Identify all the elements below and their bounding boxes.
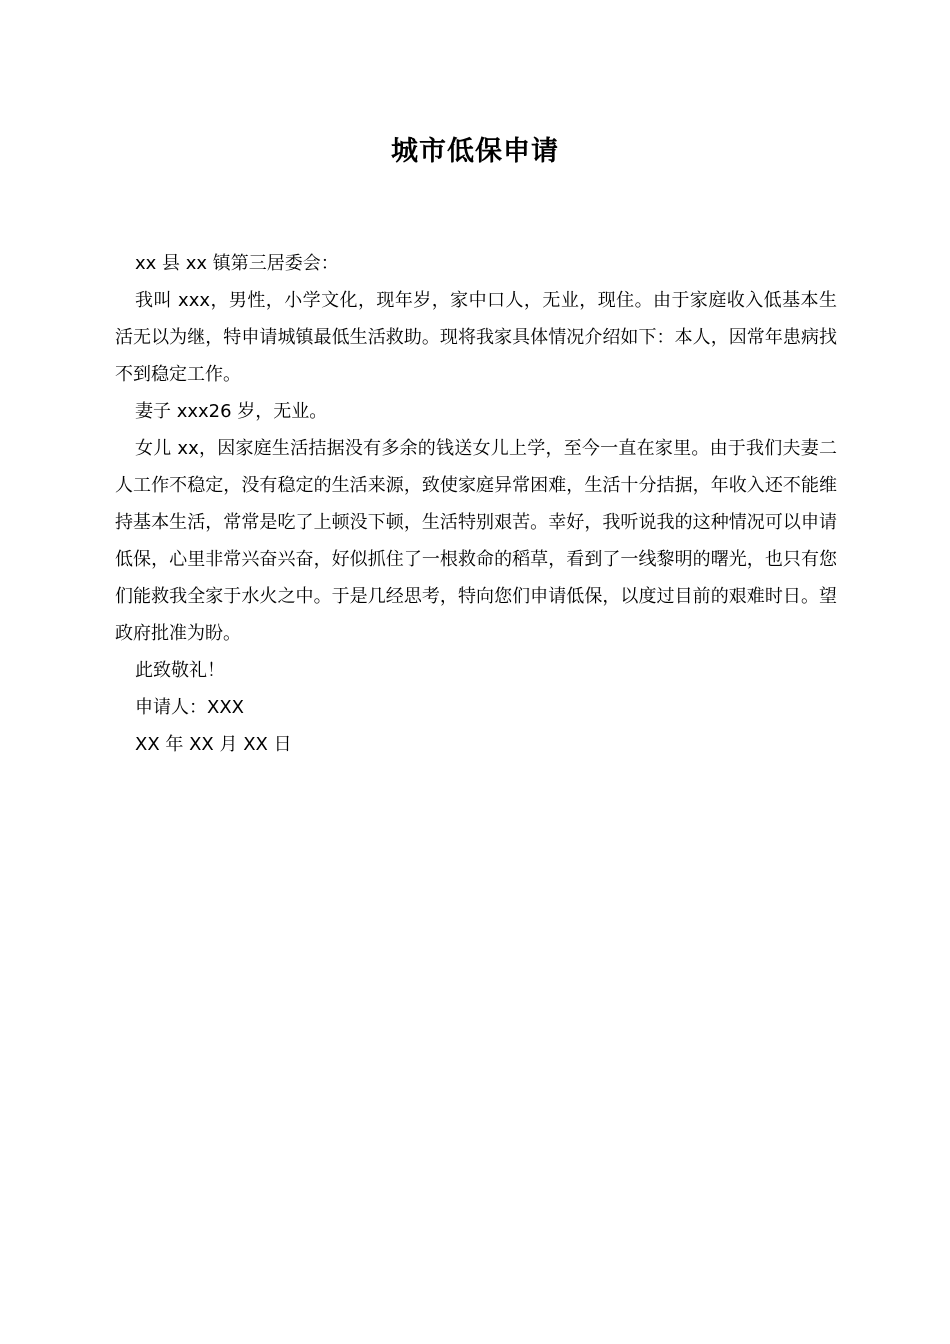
letter-body [115,245,837,763]
date-line: XX 年 XX 月 XX 日 [135,734,292,755]
page-title: 城市低保申请 [391,136,559,167]
closing: 此致敬礼！ [135,660,225,681]
salutation: xx 县 xx 镇第三居委会： [135,253,339,274]
applicant-signature: 申请人：XXX [135,697,244,718]
paragraph-intro: 我叫 xxx，男性，小学文化，现年岁，家中口人，无业，现住。由于家庭收入低基本生活无以为继，特申请城镇最低生活救助。现将我家具体情况介绍如下：本人，因常年患病找不到稳定工作。 [115,290,837,385]
paragraph-daughter: 女儿 xx，因家庭生活拮据没有多余的钱送女儿上学，至今一直在家里。由于我们夫妻二人工作不稳定，没有稳定的生活来源，致使家庭异常困难，生活十分拮据，年收入还不能维持基本生活，常常是吃了上顿没下顿，生活特别艰苦。幸好，我听说我的这种情况可以申请低保，心里非常兴奋兴奋，好似抓住了一根救命的稻草，看到了一线黎明的曙光，也只有您们能救我全家于水火之中。于是几经思考，特向您们申请低保，以度过目前的艰难时日。望政府批准为盼。 [115,438,837,644]
paragraph-wife: 妻子 xxx26 岁，无业。 [135,401,328,422]
